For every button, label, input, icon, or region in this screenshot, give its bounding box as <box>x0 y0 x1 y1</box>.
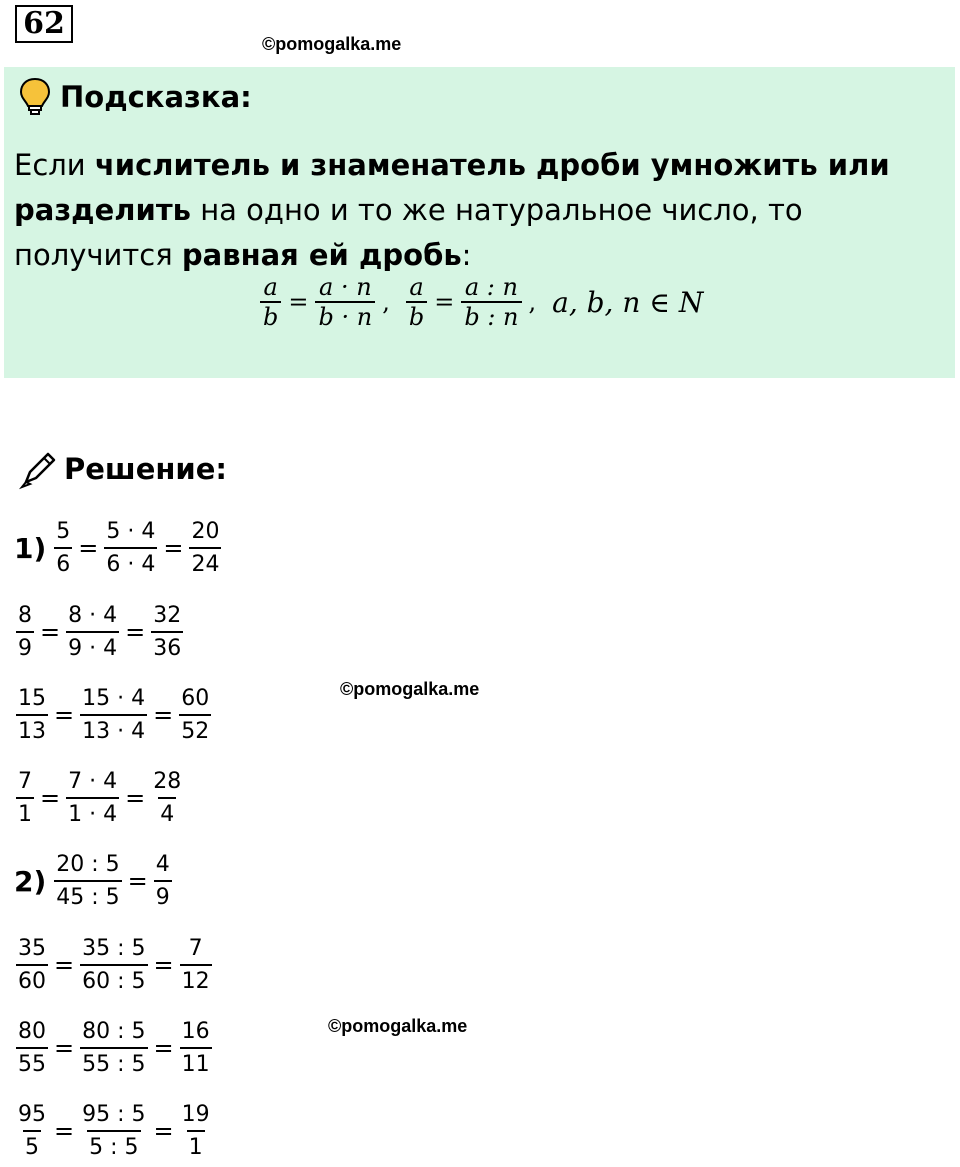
fraction: $\frac{a}{b}$ <box>260 273 281 331</box>
fraction-operation: $\frac{7 \cdot 4}{1 \cdot 4}$ <box>66 766 119 830</box>
fraction-result: $\frac{19}{1}$ <box>180 1099 212 1163</box>
solution-title: Решение: <box>64 452 228 486</box>
equals-sign: = <box>54 1117 75 1145</box>
equals-sign: = <box>40 618 61 646</box>
fraction-operation: $\frac{80 : 5}{55 : 5}$ <box>80 1016 147 1080</box>
fraction: $\frac{a \cdot n}{b \cdot n}$ <box>315 273 375 331</box>
task-number: 62 <box>15 5 73 43</box>
lightbulb-icon <box>18 76 52 116</box>
watermark: ©pomogalka.me <box>340 679 480 699</box>
fraction-operation: $\frac{20 : 5}{45 : 5}$ <box>54 849 121 913</box>
equals-sign: = <box>54 951 75 979</box>
hint-title: Подсказка: <box>60 80 252 114</box>
fraction-original: $\frac{80}{55}$ <box>16 1016 48 1080</box>
fraction-original: $\frac{8}{9}$ <box>16 600 34 664</box>
equation-row <box>14 597 185 667</box>
equation-row <box>14 846 174 916</box>
equation-row <box>14 1096 214 1166</box>
equation-row <box>14 763 185 833</box>
fraction-result: $\frac{32}{36}$ <box>151 600 183 664</box>
watermark: ©pomogalka.me <box>262 34 402 54</box>
fraction-operation: $\frac{15 \cdot 4}{13 \cdot 4}$ <box>80 683 147 747</box>
fraction: $\frac{a}{b}$ <box>406 273 427 331</box>
equals-sign: = <box>78 534 99 562</box>
equation-row <box>14 1013 214 1083</box>
fraction-operation: $\frac{35 : 5}{60 : 5}$ <box>80 933 147 997</box>
fraction-result: $\frac{4}{9}$ <box>154 849 172 913</box>
fraction-result: $\frac{16}{11}$ <box>180 1016 212 1080</box>
equals-sign: = <box>125 618 146 646</box>
equals-sign: = <box>153 701 174 729</box>
equals-sign: = <box>54 1034 75 1062</box>
equals-sign: = <box>54 701 75 729</box>
equals-sign: = <box>127 867 148 895</box>
hint-formula: $\frac{a}{b}$ = $\frac{a \cdot n}{b \cdot n}$ , $\frac{a}{b}$ = $\frac{a : n}{b : n}$ , a, b, n ∈ N <box>258 270 703 334</box>
fraction-result: $\frac{7}{12}$ <box>180 933 212 997</box>
fraction-original: $\frac{15}{13}$ <box>16 683 48 747</box>
equals-sign: = <box>40 784 61 812</box>
watermark: ©pomogalka.me <box>328 1016 468 1036</box>
item-label: 2) <box>14 864 47 898</box>
fraction-result: $\frac{28}{4}$ <box>151 766 183 830</box>
equals-sign: = <box>163 534 184 562</box>
fraction-original: $\frac{35}{60}$ <box>16 933 48 997</box>
fraction-original: $\frac{5}{6}$ <box>54 516 72 580</box>
fraction-operation: $\frac{8 \cdot 4}{9 \cdot 4}$ <box>66 600 119 664</box>
fraction-result: $\frac{60}{52}$ <box>179 683 211 747</box>
equation-row <box>14 680 213 750</box>
equals-sign: = <box>153 1117 174 1145</box>
fraction: $\frac{a : n}{b : n}$ <box>461 273 521 331</box>
fraction-operation: $\frac{95 : 5}{5 : 5}$ <box>80 1099 147 1163</box>
fraction-original: $\frac{7}{1}$ <box>16 766 34 830</box>
item-label: 1) <box>14 531 47 565</box>
pencil-icon <box>18 450 58 490</box>
fraction-operation: $\frac{5 \cdot 4}{6 \cdot 4}$ <box>104 516 157 580</box>
equation-row <box>14 513 223 583</box>
fraction-original: $\frac{95}{5}$ <box>16 1099 48 1163</box>
formula-tail: a, b, n ∈ N <box>552 285 704 319</box>
equals-sign: = <box>153 1034 174 1062</box>
equation-row <box>14 930 214 1000</box>
equals-sign: = <box>125 784 146 812</box>
equals-sign: = <box>153 951 174 979</box>
hint-text: Если числитель и знаменатель дроби умножить или разделить на одно и то же натуральное число, то получится равная ей дробь: <box>14 148 890 272</box>
fraction-result: $\frac{20}{24}$ <box>189 516 221 580</box>
